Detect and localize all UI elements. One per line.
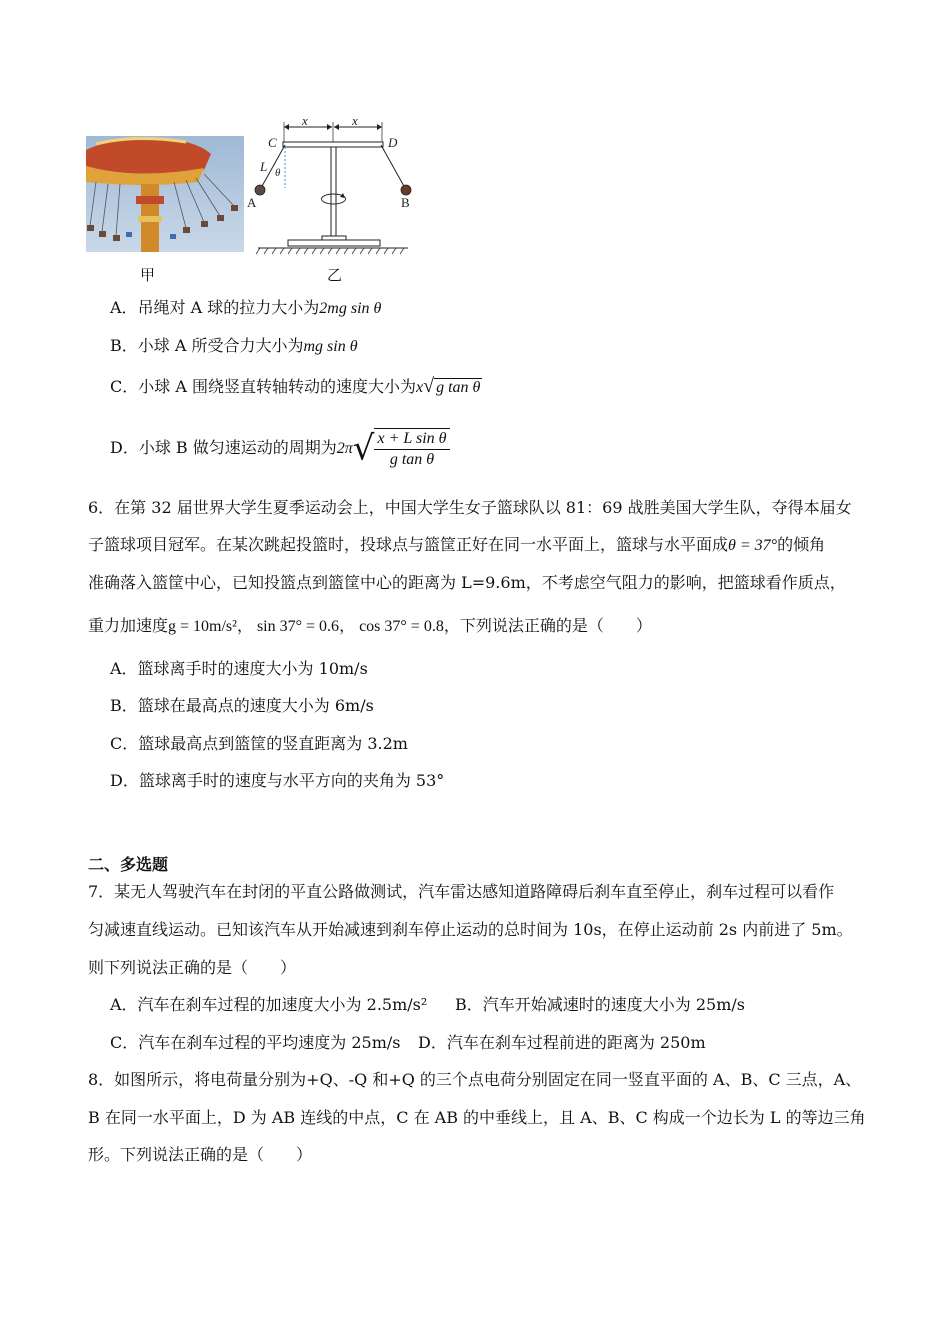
rotation-diagram	[248, 114, 420, 260]
q5-b-math: mg sin θ	[303, 338, 358, 355]
q5-option-c: C．小球 A 围绕竖直转轴转动的速度大小为x√ g tan θ	[110, 375, 481, 397]
q5-c-label: C．	[110, 377, 139, 396]
q6-g-math: g = 10m/s²	[168, 618, 237, 635]
q6-theta-math: θ = 37°	[728, 537, 778, 554]
x-label-left: x	[302, 113, 308, 128]
q7-option-b: B．汽车开始减速时的速度大小为 25m/s	[455, 995, 745, 1014]
label-L: L	[260, 159, 268, 174]
q5-option-b	[110, 336, 358, 357]
q6-line-1: 6．在第 32 届世界大学生夏季运动会上，中国大学生女子篮球队以 81：69 战胜美国大学生队，夺得本届女	[88, 498, 852, 517]
label-B: B	[401, 195, 410, 210]
q5-option-d: D．小球 B 做匀速运动的周期为2π√ $\frac{\text{x + L sin θ}}{\text{g tan θ}}$	[110, 426, 450, 471]
q7-option-a: A．汽车在刹车过程的加速度大小为 2.5m/s²	[110, 995, 428, 1014]
q6-line-4-b: ，下列说法正确的是（ ）	[443, 616, 652, 635]
q6-sin-math: ， sin 37° = 0.6	[236, 618, 340, 635]
q5-a-math: 2mg sin θ	[319, 300, 382, 317]
diagram-caption: 乙	[327, 266, 343, 284]
section-heading: 二、多选题	[88, 855, 169, 874]
q6-line-4-a: 重力加速度	[88, 616, 169, 635]
q6-option-c: C．篮球最高点到篮筐的竖直距离为 3.2m	[110, 734, 408, 753]
q6-line-2	[88, 535, 825, 556]
q7-line-3: 则下列说法正确的是（ ）	[88, 958, 297, 977]
q5-d-math-pre: 2π	[336, 440, 353, 457]
swing-ride-photo	[86, 136, 244, 252]
q5-a-label: A．	[110, 298, 138, 317]
photo-caption: 甲	[140, 266, 156, 284]
q5-b-label: B．	[110, 336, 138, 355]
q5-d-denominator: g tan θ	[389, 450, 435, 468]
q6-line-4	[88, 616, 652, 637]
q6-option-b: B．篮球在最高点的速度大小为 6m/s	[110, 696, 374, 715]
q8-line-1: 8．如图所示，将电荷量分别为+Q、-Q 和+Q 的三个点电荷分别固定在同一竖直平面的 A、B、C 三点，A、	[88, 1070, 862, 1089]
q5-c-math-root: g tan θ	[436, 379, 481, 396]
q7-option-d: D．汽车在刹车过程前进的距离为 250m	[418, 1033, 706, 1052]
x-label-right: x	[352, 113, 358, 128]
q5-c-text: 小球 A 围绕竖直转轴转动的速度大小为	[138, 377, 416, 396]
label-D: D	[388, 135, 398, 150]
q7-line-2: 匀减速直线运动。已知该汽车从开始减速到刹车停止运动的总时间为 10s，在停止运动前 2s 内前进了 5m。	[88, 920, 853, 939]
q7-line-1: 7．某无人驾驶汽车在封闭的平直公路做测试，汽车雷达感知道路障碍后刹车直至停止，刹车过程可以看作	[88, 882, 835, 901]
q5-option-a	[110, 298, 381, 319]
q5-d-text: 小球 B 做匀速运动的周期为	[138, 438, 337, 457]
q5-c-math-pre: x	[415, 379, 424, 396]
q5-d-numerator: x + L sin θ	[374, 429, 449, 450]
label-C: C	[268, 135, 277, 150]
q7-option-c: C．汽车在刹车过程的平均速度为 25m/s	[110, 1033, 401, 1052]
label-theta: θ	[275, 167, 281, 179]
q6-line-3: 准确落入篮筐中心，已知投篮点到篮筐中心的距离为 L=9.6m，不考虑空气阻力的影响，把篮球看作质点，	[88, 573, 846, 592]
q6-option-d: D．篮球离手时的速度与水平方向的夹角为 53°	[110, 771, 445, 790]
q5-b-text: 小球 A 所受合力大小为	[137, 336, 304, 355]
q5-d-label: D．	[110, 438, 139, 457]
label-A: A	[247, 195, 257, 210]
q8-line-2: B 在同一水平面上，D 为 AB 连线的中点，C 在 AB 的中垂线上，且 A、B、C 构成一个边长为 L 的等边三角	[88, 1108, 866, 1127]
q6-line-2-a: 子篮球项目冠军。在某次跳起投篮时，投球点与篮筐正好在同一水平面上，篮球与水平面成	[88, 535, 729, 554]
q6-option-a: A．篮球离手时的速度大小为 10m/s	[110, 659, 368, 678]
q6-cos-math: ， cos 37° = 0.8	[339, 618, 444, 635]
q5-a-text: 吊绳对 A 球的拉力大小为	[137, 298, 320, 317]
q8-line-3: 形。下列说法正确的是（ ）	[88, 1145, 313, 1164]
q6-line-2-b: 的倾角	[777, 535, 826, 554]
